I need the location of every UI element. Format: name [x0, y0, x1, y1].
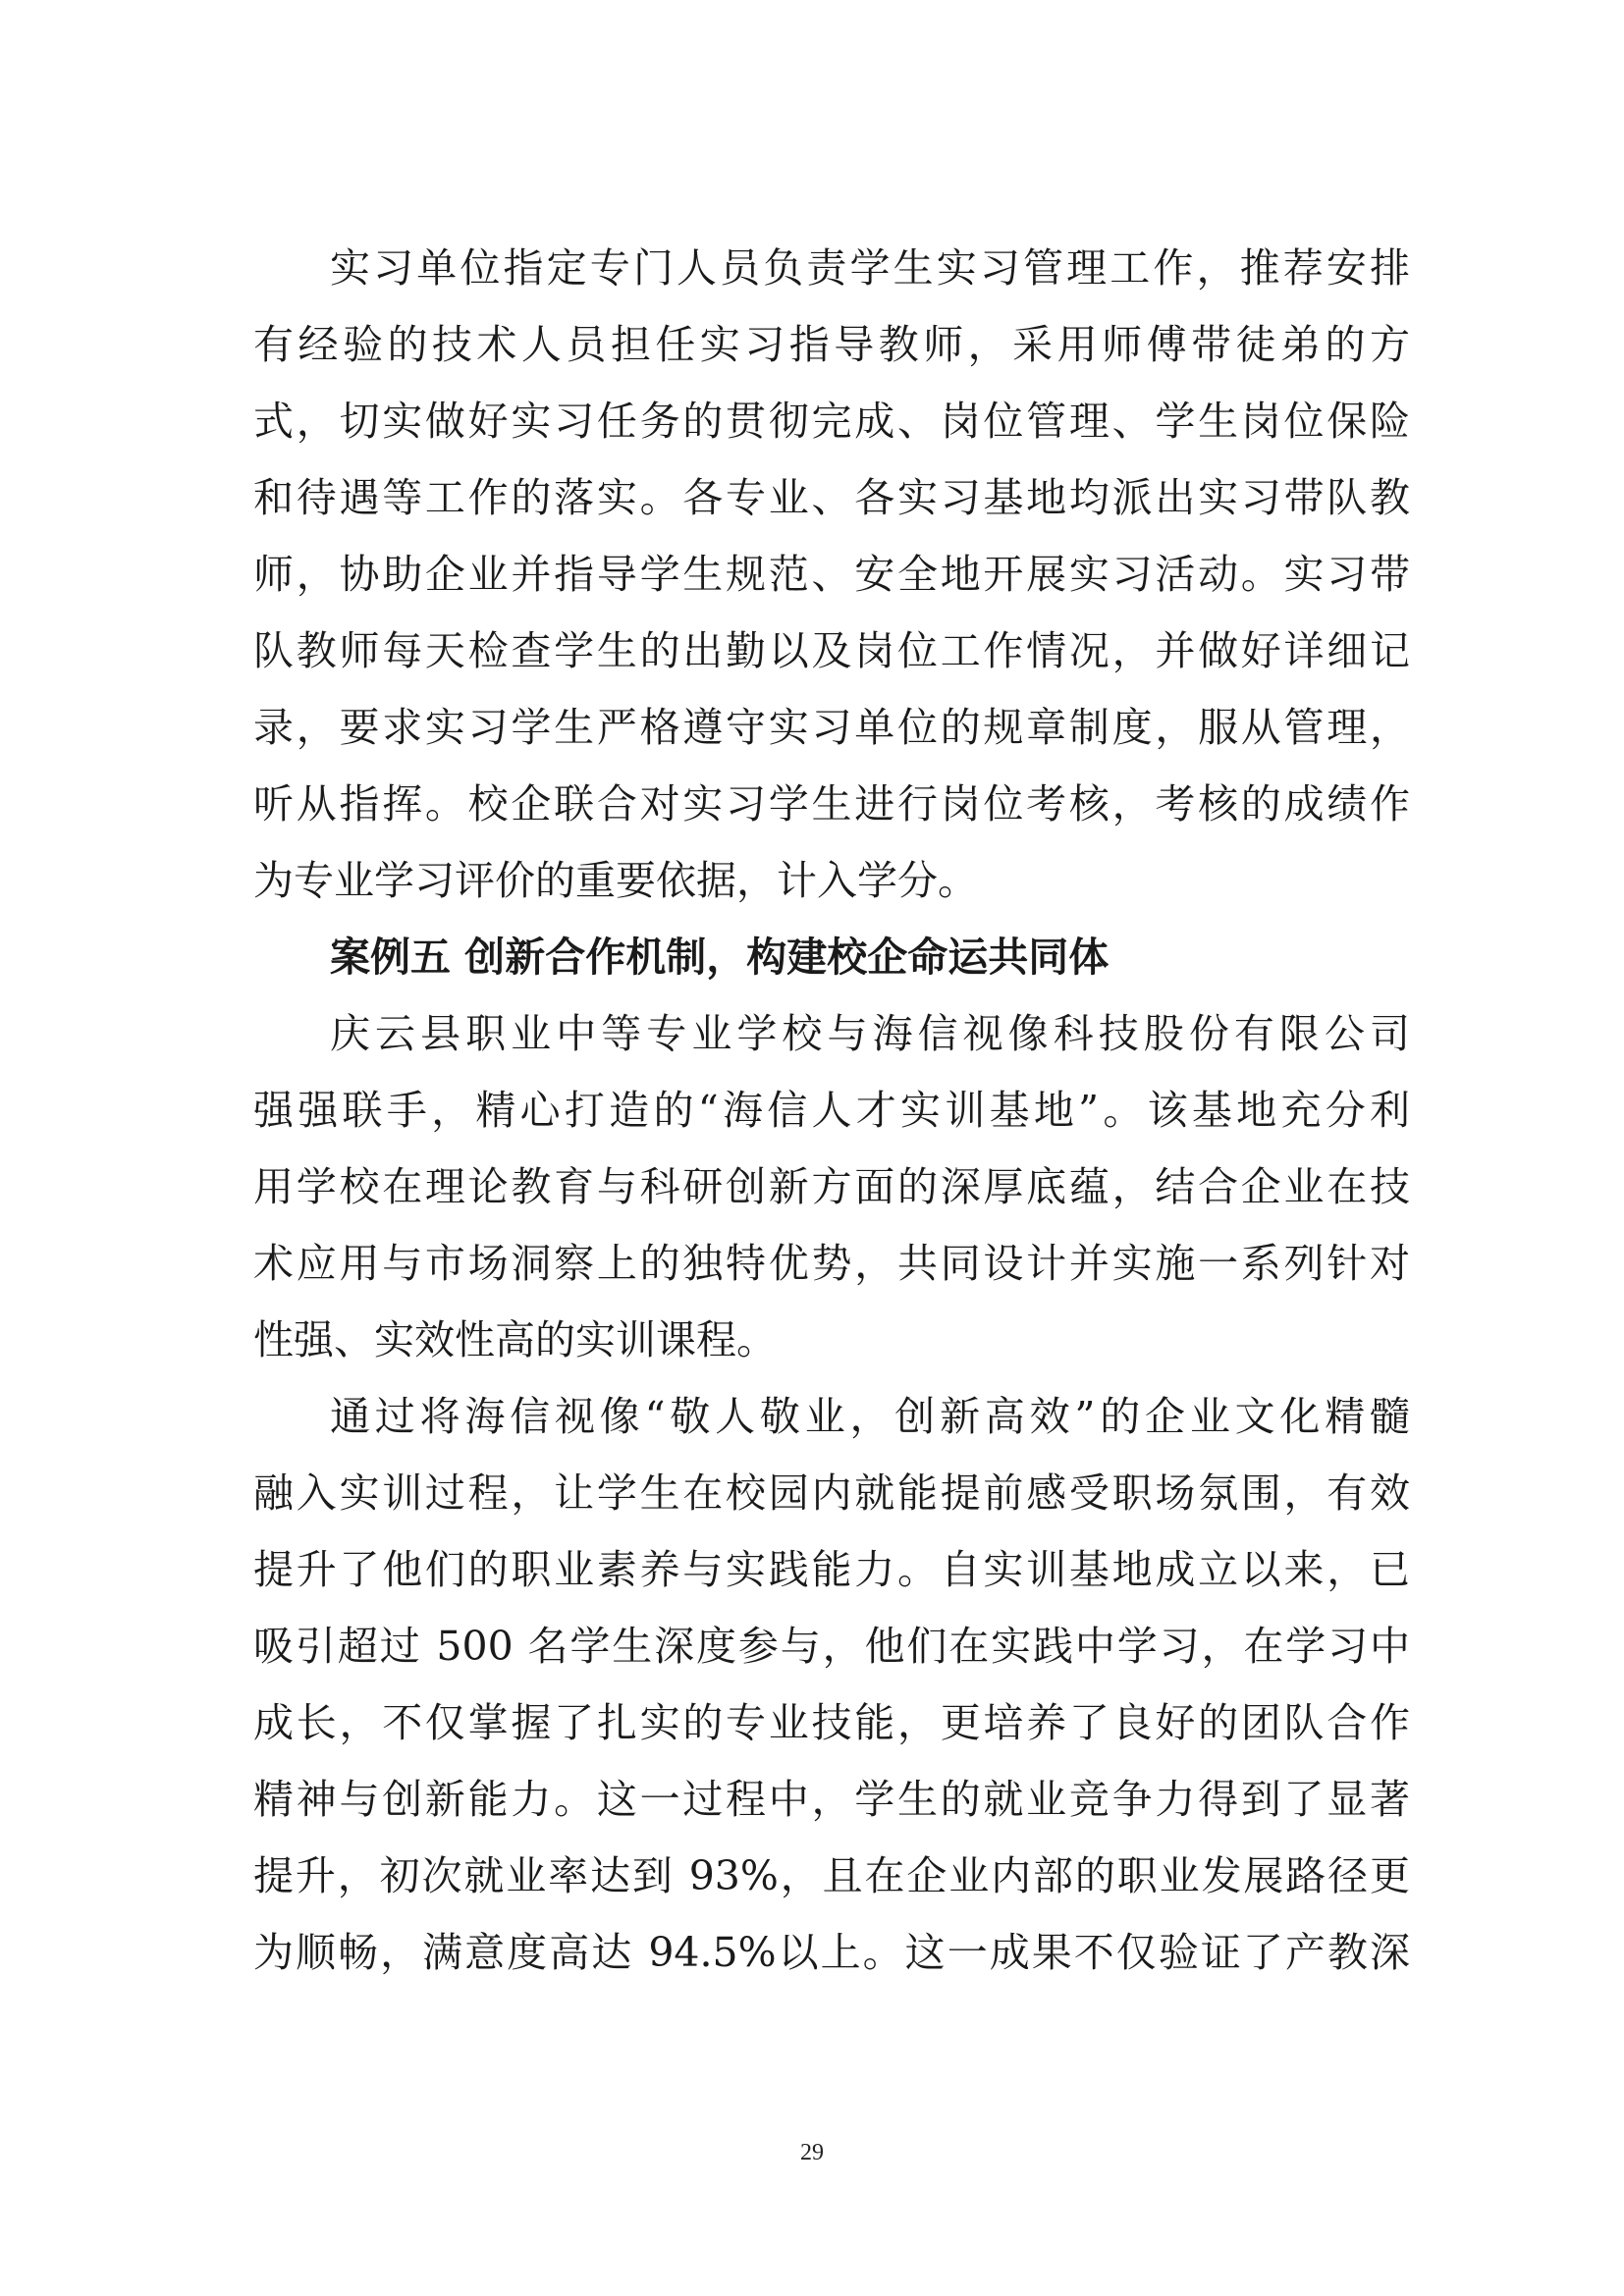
text-line: 吸引超过 500 名学生深度参与，他们在实践中学习，在学习中 — [253, 1623, 1410, 1670]
heading-text: 案例五 创新合作机制，构建校企命运共同体 — [330, 934, 1110, 981]
paragraph-line — [0, 1384, 1624, 1449]
paragraph-line — [0, 1614, 1624, 1679]
paragraph-line — [0, 1001, 1624, 1066]
text-line: 融入实训过程，让学生在校园内就能提前感受职场氛围，有效 — [253, 1469, 1410, 1517]
paragraph-line — [0, 542, 1624, 607]
page-number: 29 — [800, 2140, 824, 2165]
paragraph-line — [0, 1154, 1624, 1219]
text-line: 听从指挥。校企联合对实习学生进行岗位考核，考核的成绩作 — [253, 780, 1410, 828]
text-line: 实习单位指定专门人员负责学生实习管理工作，推荐安排 — [330, 244, 1410, 292]
text-line: 提升了他们的职业素养与实践能力。自实训基地成立以来，已 — [253, 1546, 1410, 1593]
text-line: 为专业学习评价的重要依据，计入学分。 — [253, 857, 978, 904]
paragraph-line — [0, 1461, 1624, 1525]
text-line: 队教师每天检查学生的出勤以及岗位工作情况，并做好详细记 — [253, 627, 1410, 674]
paragraph-line — [0, 465, 1624, 530]
text-line: 师，协助企业并指导学生规范、安全地开展实习活动。实习带 — [253, 551, 1410, 598]
text-line: 式，切实做好实习任务的贯彻完成、岗位管理、学生岗位保险 — [253, 398, 1410, 445]
text-line: 通过将海信视像“敬人敬业，创新高效”的企业文化精髓 — [330, 1393, 1410, 1440]
text-line: 成长，不仅掌握了扎实的专业技能，更培养了良好的团队合作 — [253, 1699, 1410, 1746]
paragraph-line — [0, 389, 1624, 454]
text-line: 提升，初次就业率达到 93%，且在企业内部的职业发展路径更 — [253, 1852, 1410, 1899]
text-line: 有经验的技术人员担任实习指导教师，采用师傅带徒弟的方 — [253, 321, 1410, 368]
paragraph-line — [0, 1843, 1624, 1908]
text-line: 和待遇等工作的落实。各专业、各实习基地均派出实习带队教 — [253, 474, 1410, 521]
paragraph-line — [0, 1920, 1624, 1985]
paragraph-line — [0, 236, 1624, 300]
text-line: 为顺畅，满意度高达 94.5%以上。这一成果不仅验证了产教深 — [253, 1929, 1410, 1976]
text-line: 术应用与市场洞察上的独特优势，共同设计并实施一系列针对 — [253, 1240, 1410, 1287]
paragraph-line — [0, 312, 1624, 377]
text-line: 性强、实效性高的实训课程。 — [253, 1316, 777, 1363]
paragraph-line — [0, 1767, 1624, 1832]
text-line: 精神与创新能力。这一过程中，学生的就业竞争力得到了显著 — [253, 1776, 1410, 1823]
paragraph-line — [0, 1690, 1624, 1755]
text-line: 录，要求实习学生严格遵守实习单位的规章制度，服从管理， — [253, 704, 1410, 751]
text-line: 庆云县职业中等专业学校与海信视像科技股份有限公司 — [330, 1010, 1410, 1057]
paragraph-line — [0, 1231, 1624, 1296]
paragraph-line — [0, 1537, 1624, 1602]
paragraph-line — [0, 1078, 1624, 1143]
paragraph-line — [0, 618, 1624, 683]
paragraph-line — [0, 772, 1624, 836]
text-line: 用学校在理论教育与科研创新方面的深厚底蕴，结合企业在技 — [253, 1163, 1410, 1210]
paragraph-line — [0, 1308, 1624, 1372]
paragraph-line — [0, 848, 1624, 913]
paragraph-line — [0, 695, 1624, 760]
section-heading — [0, 925, 1624, 989]
text-line: 强强联手，精心打造的“海信人才实训基地”。该基地充分利 — [253, 1087, 1410, 1134]
